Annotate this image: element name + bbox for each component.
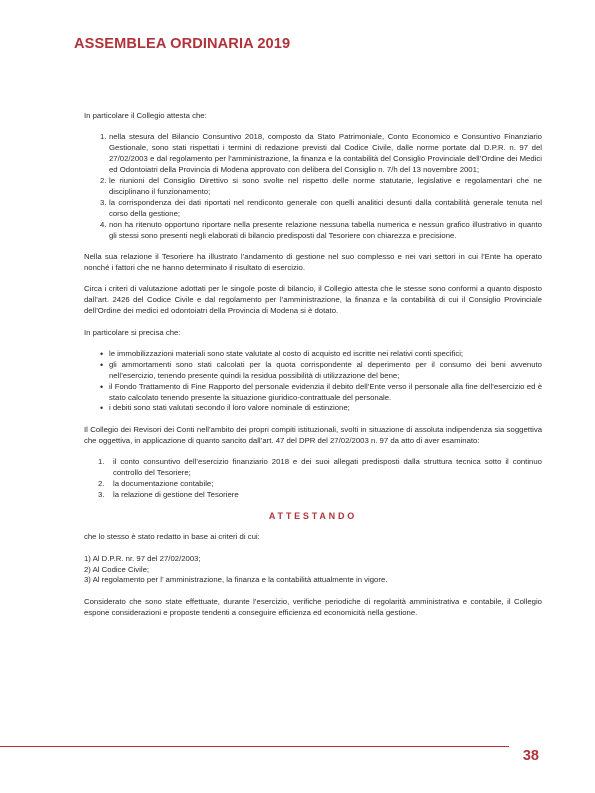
list-item	[84, 360, 542, 382]
list-item: 1) Al D.P.R. nr. 97 del 27/02/2003;	[84, 553, 201, 563]
list-item: 3) Al regolamento per l’ amministrazione, la finanza e la contabilità attualmente in vigore.	[84, 575, 388, 585]
list-item-text: la documentazione contabile;	[113, 478, 214, 488]
document-body	[84, 111, 542, 619]
list-number: 3.	[98, 489, 105, 499]
list-item-text: la relazione di gestione del Tesoriere	[113, 489, 239, 499]
list-item	[84, 220, 542, 242]
references-list	[84, 554, 542, 587]
attestando-heading: ATTESTANDO	[268, 511, 358, 522]
examined-list	[84, 457, 542, 501]
bullet-icon: •	[100, 359, 104, 370]
list-item	[84, 176, 542, 198]
collegio-paragraph: Il Collegio dei Revisori dei Conti nell’ambito dei propri compiti istituzionali, svolti in situazione di assoluta indipendenza sia soggettiva che oggettiva, in applicazione di quanto sancito dall’art. 47 del DPR del 27/02/2003 n. 97 da atto di aver esaminato:	[84, 424, 542, 445]
redatto-paragraph: che lo stesso è stato redatto in base ai criteri di cui:	[84, 532, 260, 542]
list-item-text: gli ammortamenti sono stati calcolati per la quota corrispondente al deperimento per il consumo dei beni avvenuto nell’esercizio, tenendo presente quindi la residua possibilità di utilizzazione del bene;	[109, 359, 542, 380]
list-item	[84, 490, 542, 501]
list-item-text: il conto consuntivo dell’esercizio finanziario 2018 e dei suoi allegati predisposti dalla struttura tecnica sotto il continuo controllo del Tesoriere;	[113, 457, 542, 478]
list-number: 2.	[100, 176, 107, 186]
list-item	[84, 198, 542, 220]
list-number: 1.	[100, 132, 107, 142]
list-number: 4.	[100, 219, 107, 229]
intro-paragraph: In particolare il Collegio attesta che:	[84, 111, 207, 120]
criteri-paragraph: Circa i criteri di valutazione adottati per le singole poste di bilancio, il Collegio attesta che le stesse sono conformi a quanto disposto dall’art. 2426 del Codice Civile e dal regolamento per l’amministrazione, la finanza e la contabilità di cui il Consiglio Provinciale dell’Ordine dei medici ed odontoiatri della Provincia di Modena si è dotato.	[84, 284, 542, 316]
list-item-text: la corrispondenza dei dati riportati nel rendiconto generale con quelli analitici desunti dalla contabilità generale tenuta nel corso della gestione;	[109, 197, 542, 218]
list-item-text: le riunioni del Consiglio Direttivo si sono svolte nel rispetto delle norme statutarie, legislative e regolamentari che ne disciplinano il funzionamento;	[109, 176, 542, 196]
footer-divider	[0, 746, 509, 747]
tesoriere-paragraph: Nella sua relazione il Tesoriere ha illustrato l’andamento di gestione nel suo complesso e nei vari settori in cui l’Ente ha operato nonché i fattori che ne hanno determinato il risultato di esercizio.	[84, 251, 542, 272]
page-number: 38	[522, 748, 539, 764]
list-item-text: il Fondo Trattamento di Fine Rapporto del personale evidenzia il debito dell’Ente verso il personale alla fine dell’esercizio ed è stato calcolato tenendo presente la situazione giuridico-contrattuale del personale.	[109, 381, 542, 402]
precisa-paragraph: In particolare si precisa che:	[84, 327, 181, 337]
list-item-text: nella stesura del Bilancio Consuntivo 2018, composto da Stato Patrimoniale, Conto Economico e Consuntivo Finanziario Gestionale, sono stati rispettati i termini di redazione previsti dal Codice Civile, dalle norme portate dal D.P.R. n. 97 del 27/02/2003 e dal regolamento per l’amministrazione, la finanza e la contabilità del Consiglio Provinciale dell’Ordine dei Medici ed Odontoiatri della Provincia di Modena approvato con delibera del Consiglio n. 7/h del 13 novembre 2001;	[109, 132, 542, 175]
list-item-text: le immobilizzazioni materiali sono state valutate al costo di acquisto ed iscritte nei relativi conti specifici;	[109, 348, 464, 358]
list-item-text: i debiti sono stati valutati secondo il loro valore nominale di estinzione;	[109, 403, 350, 413]
bullet-icon: •	[100, 381, 104, 392]
bullet-icon: •	[100, 348, 104, 359]
list-item	[84, 403, 542, 414]
list-item	[84, 382, 542, 404]
conclusion-paragraph: Considerato che sono state effettuate, durante l’esercizio, verifiche periodiche di regolarità amministrativa e contabile, il Collegio espone considerazioni e proposte tendenti a conseguire efficienza ed economicità nella gestione.	[84, 596, 542, 617]
list-item	[84, 349, 542, 360]
list-item	[84, 457, 542, 479]
list-number: 1.	[98, 457, 105, 467]
list-item-text: non ha ritenuto opportuno riportare nella presente relazione nessuna tabella numerica e nessun grafico illustrativo in quanto gli stessi sono presenti negli elaborati di bilancio predisposti dal Tesoriere con chiarezza e precisione.	[109, 219, 542, 240]
bullet-list	[84, 349, 542, 414]
list-number: 3.	[100, 197, 107, 207]
list-item: 2) Al Codice Civile;	[84, 564, 150, 574]
attest-list	[84, 132, 542, 241]
list-item	[84, 479, 542, 490]
document-title: ASSEMBLEA ORDINARIA 2019	[74, 36, 291, 52]
bullet-icon: •	[100, 403, 104, 414]
list-number: 2.	[98, 478, 105, 488]
list-item	[84, 132, 542, 176]
